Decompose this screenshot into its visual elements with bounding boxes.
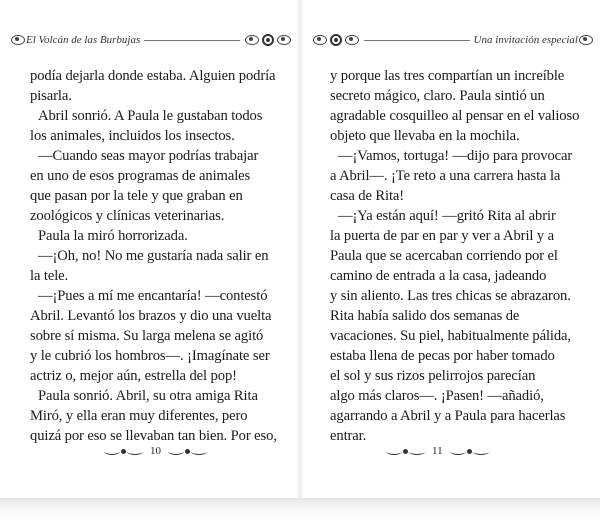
text-line: —¡Pues a mí me encantaría! —contestó — [38, 288, 268, 304]
text-line: estaba llena de pecas por haber tomado — [330, 348, 555, 364]
text-line: podía dejarla donde estaba. Alguien podría — [30, 68, 276, 84]
text-line: entrar. — [330, 428, 367, 444]
left-body-text — [30, 66, 282, 446]
right-body-text — [330, 66, 578, 446]
text-line: casa de Rita! — [330, 188, 405, 204]
text-line: y porque las tres compartían un increíble — [330, 68, 565, 84]
text-line: a Abril—. ¡Te reto a una carrera hasta la — [330, 168, 561, 184]
text-line: los animales, incluidos los insectos. — [30, 128, 235, 144]
left-page — [0, 0, 300, 500]
text-line: —¡Ya están aquí! —gritó Rita al abrir — [338, 208, 556, 224]
footer-ornament-icon — [168, 448, 207, 455]
text-line: Paula sonrió. Abril, su otra amiga Rita — [38, 388, 258, 404]
text-line: —Cuando seas mayor podrías trabajar — [38, 148, 259, 164]
text-line: la puerta de par en par y ver a Abril y a — [330, 228, 555, 244]
text-line: —¡Vamos, tortuga! —dijo para provocar — [338, 148, 573, 164]
rosette-icon — [330, 34, 342, 46]
text-line: quizá por eso se llevaban tan bien. Por eso, — [30, 428, 277, 444]
text-line: Rita había salido dos semanas de — [330, 308, 520, 324]
text-line: pisarla. — [30, 88, 72, 104]
left-footer — [104, 443, 207, 459]
footer-ornament-icon — [450, 448, 489, 455]
text-line: en uno de esos programas de animales — [30, 168, 251, 184]
flourish-icon — [313, 35, 327, 45]
text-line: Paula que se acercaban corriendo por el — [330, 248, 558, 264]
right-running-header — [312, 32, 594, 48]
right-header-title: Una invitación especial — [473, 34, 578, 46]
text-line: camino de entrada a la casa, jadeando — [330, 268, 547, 284]
header-rule — [364, 40, 470, 41]
footer-ornament-icon — [104, 448, 143, 455]
right-page — [300, 0, 600, 500]
flourish-icon — [345, 35, 359, 45]
text-line: agradable cosquilleo al pensar en el valioso — [330, 108, 580, 124]
text-line: Miró, y ella eran muy diferentes, pero — [30, 408, 248, 424]
flourish-icon — [11, 35, 25, 45]
right-page-number: 11 — [432, 445, 443, 457]
text-line: la tele. — [30, 268, 69, 284]
footer-ornament-icon — [386, 448, 425, 455]
text-line: secreto mágico, claro. Paula sintió un — [330, 88, 545, 104]
flourish-icon — [277, 35, 291, 45]
text-line: agarrando a Abril y a Paula para hacerlas — [330, 408, 566, 424]
text-line: sobre sí misma. Su larga melena se agitó — [30, 328, 264, 344]
flourish-icon — [579, 35, 593, 45]
text-line: que pasan por la tele y que graban en — [30, 188, 243, 204]
text-line: zoológicos y clínicas veterinarias. — [30, 208, 225, 224]
page-edge-shadow — [0, 498, 600, 521]
text-line: Abril. Levantó los brazos y dio una vuelta — [30, 308, 272, 324]
text-line: y le cubrió los hombros—. ¡Imagínate ser — [30, 348, 270, 364]
text-line: Paula la miró horrorizada. — [38, 228, 188, 244]
text-line: actriz o, mejor aún, estrella del pop! — [30, 368, 237, 384]
left-header-title: El Volcán de las Burbujas — [26, 34, 141, 46]
text-line: el sol y sus rizos pelirrojos parecían — [330, 368, 536, 384]
header-rule — [144, 40, 240, 41]
flourish-icon — [245, 35, 259, 45]
text-line: objeto que llevaba en la mochila. — [330, 128, 520, 144]
page-gutter — [296, 0, 304, 500]
text-line: —¡Oh, no! No me gustaría nada salir en — [38, 248, 269, 264]
text-line: algo más claros—. ¡Pasen! —añadió, — [330, 388, 544, 404]
left-page-number: 10 — [150, 445, 161, 457]
text-line: y sin aliento. Las tres chicas se abrazaron. — [330, 288, 571, 304]
text-line: Abril sonrió. A Paula le gustaban todos — [38, 108, 263, 124]
right-footer — [386, 443, 489, 459]
text-line: vacaciones. Su piel, habitualmente pálida, — [330, 328, 571, 344]
rosette-icon — [262, 34, 274, 46]
left-running-header — [10, 32, 292, 48]
